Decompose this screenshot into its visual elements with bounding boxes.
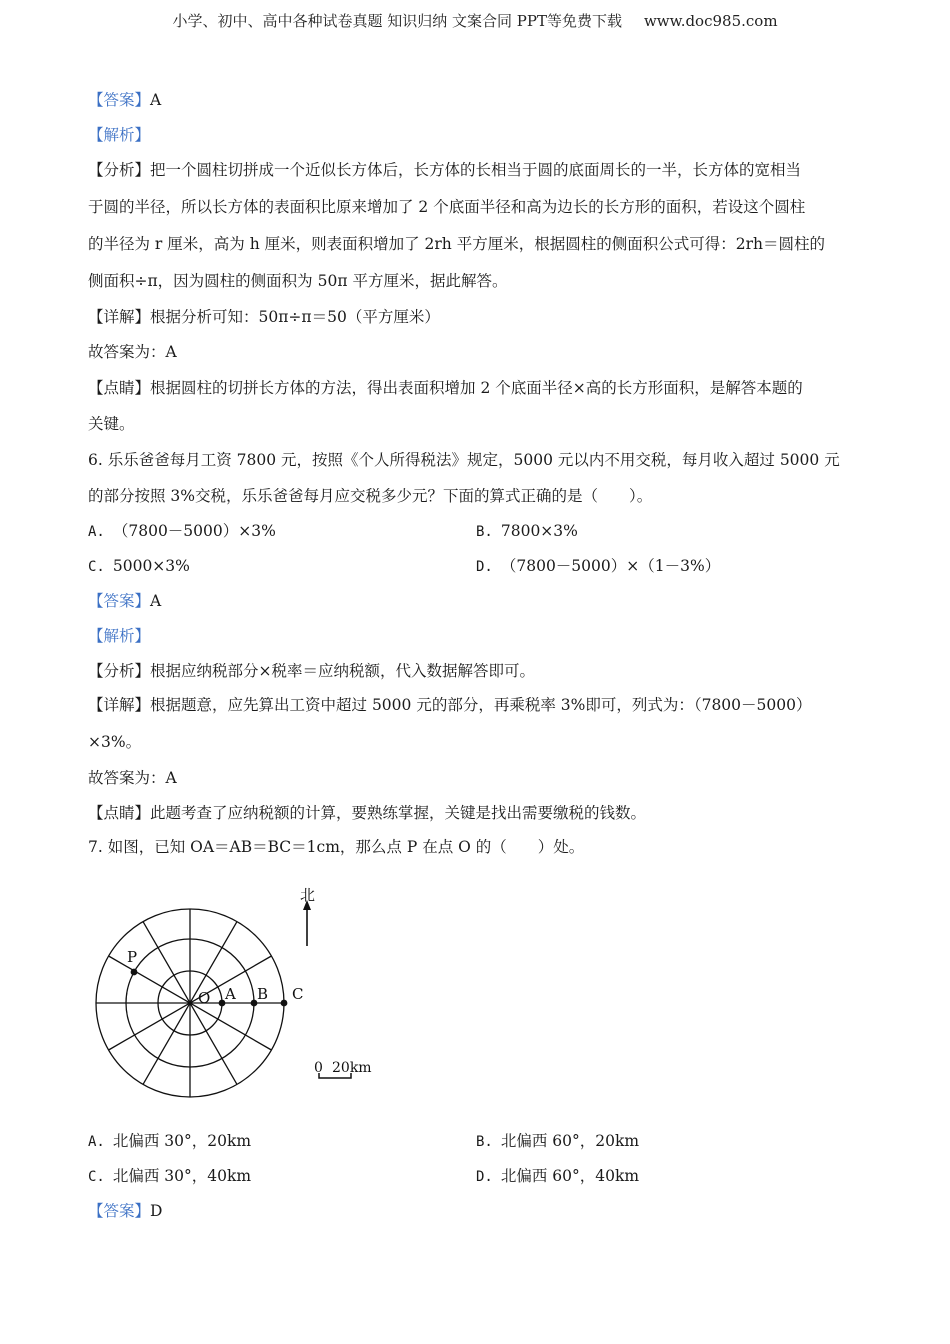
q7-polar-figure [85,880,385,1105]
q7-option-a-label: A. [88,1134,105,1150]
q6-option-c-text: 5000×3% [112,557,190,575]
point-p-label: P [127,948,138,966]
scale-label: 20km [332,1060,372,1076]
q6-option-d-text: （7800－5000）×（1－3%） [500,557,721,575]
q6-fenxi-text: 根据应纳税部分×税率＝应纳税额，代入数据解答即可。 [150,662,536,680]
q6-answer-tag: 【答案】 [88,592,151,610]
q7-option-d [476,1166,639,1187]
q5-fenxi-text-1: 把一个圆柱切拼成一个近似长方体后，长方体的长相当于圆的底面周长的一半，长方体的宽相当 [150,161,802,179]
q5-dianjing-line-2: 关键。 [88,415,135,433]
scale-bar [314,1060,372,1078]
q6-option-b [476,521,578,542]
q7-option-d-label: D. [476,1169,493,1185]
q6-stem-line-1: 6. 乐乐爸爸每月工资 7800 元，按照《个人所得税法》规定，5000 元以内不用交税，每月收入超过 5000 元 [88,451,840,469]
q7-option-b [476,1131,639,1152]
header-site: www.doc985.com [643,12,778,30]
q5-xiangjie-tag: 【详解】 [88,308,151,326]
q5-xiangjie-text: 根据分析可知：50π÷π＝50（平方厘米） [150,308,440,326]
q6-dianjing-line [88,803,646,823]
q6-option-c [88,556,190,577]
q6-analysis-line [88,626,150,646]
point-a-label: A [225,985,236,1003]
point-b-label: B [257,985,269,1003]
q7-stem: 7. 如图，已知 OA＝AB＝BC＝1cm，那么点 P 在点 O 的（ ）处。 [88,838,585,856]
header-title: 小学、初中、高中各种试卷真题 知识归纳 文案合同 PPT等免费下载 [172,12,622,30]
q5-dianjing-text-1: 根据圆柱的切拼长方体的方法，得出表面积增加 2 个底面半径×高的长方形面积，是解答本题的 [150,379,803,397]
q6-option-d [476,556,720,577]
q6-answer: A [150,592,162,610]
q5-dianjing-tag: 【点睛】 [88,379,151,397]
point-c-dot [281,1000,288,1007]
page-header [0,10,950,31]
q6-conclusion: 故答案为：A [88,769,177,787]
q6-option-a [88,521,276,542]
q6-answer-line [88,591,161,611]
q6-fenxi-line [88,661,535,681]
point-c-label: C [292,985,304,1003]
q6-fenxi-tag: 【分析】 [88,662,151,680]
q6-xiangjie-line-2: ×3%。 [88,733,142,751]
q5-conclusion: 故答案为：A [88,343,177,361]
point-p-dot [131,969,138,976]
q6-option-c-label: C. [88,559,105,575]
q6-xiangjie-line-1 [88,695,811,715]
q5-analysis-line [88,125,150,145]
q6-option-b-label: B. [476,524,493,540]
q7-answer-tag: 【答案】 [88,1202,151,1220]
q5-fenxi-line-4: 侧面积÷π，因为圆柱的侧面积为 50π 平方厘米，据此解答。 [88,272,508,290]
q5-fenxi-line-1 [88,160,801,180]
q7-option-c-text: 北偏西 30°，40km [112,1167,252,1185]
q6-dianjing-text: 此题考查了应纳税额的计算，要熟练掌握，关键是找出需要缴税的钱数。 [150,804,647,822]
q6-option-b-text: 7800×3% [500,522,578,540]
q6-stem-line-2: 的部分按照 3%交税，乐乐爸爸每月应交税多少元？下面的算式正确的是（ ）。 [88,487,653,505]
q7-option-c [88,1166,251,1187]
q5-analysis-tag: 【解析】 [88,126,151,144]
scale-zero: 0 [314,1060,323,1076]
q5-dianjing-line-1 [88,378,803,398]
q7-answer: D [150,1202,163,1220]
q6-xiangjie-tag: 【详解】 [88,696,151,714]
q6-option-a-label: A. [88,524,105,540]
q5-answer: A [150,91,162,109]
point-labels [127,948,303,1007]
q5-fenxi-line-3: 的半径为 r 厘米，高为 h 厘米，则表面积增加了 2rh 平方厘米，根据圆柱的侧面积公式可得：2rh＝圆柱的 [88,235,825,253]
q6-option-d-label: D. [476,559,493,575]
q6-analysis-tag: 【解析】 [88,627,151,645]
q7-option-a [88,1131,251,1152]
q7-option-d-text: 北偏西 60°，40km [500,1167,640,1185]
point-o-label: O [198,989,211,1007]
q5-fenxi-tag: 【分析】 [88,161,151,179]
q7-option-b-text: 北偏西 60°，20km [500,1132,640,1150]
q5-answer-tag: 【答案】 [88,91,151,109]
q5-fenxi-line-2: 于圆的半径，所以长方体的表面积比原来增加了 2 个底面半径和高为边长的长方形的面积，若设这个圆柱 [88,198,806,216]
q7-option-b-label: B. [476,1134,493,1150]
q5-answer-line [88,90,161,110]
q7-answer-line [88,1201,162,1221]
q6-option-a-text: （7800－5000）×3% [112,522,276,540]
q6-xiangjie-text-1: 根据题意，应先算出工资中超过 5000 元的部分，再乘税率 3%即可，列式为：（7800－5000） [150,696,812,714]
q6-dianjing-tag: 【点睛】 [88,804,151,822]
q5-xiangjie-line [88,307,440,327]
north-label: 北 [300,886,316,904]
compass-north [300,886,315,946]
q7-option-a-text: 北偏西 30°，20km [112,1132,252,1150]
q7-option-c-label: C. [88,1169,105,1185]
